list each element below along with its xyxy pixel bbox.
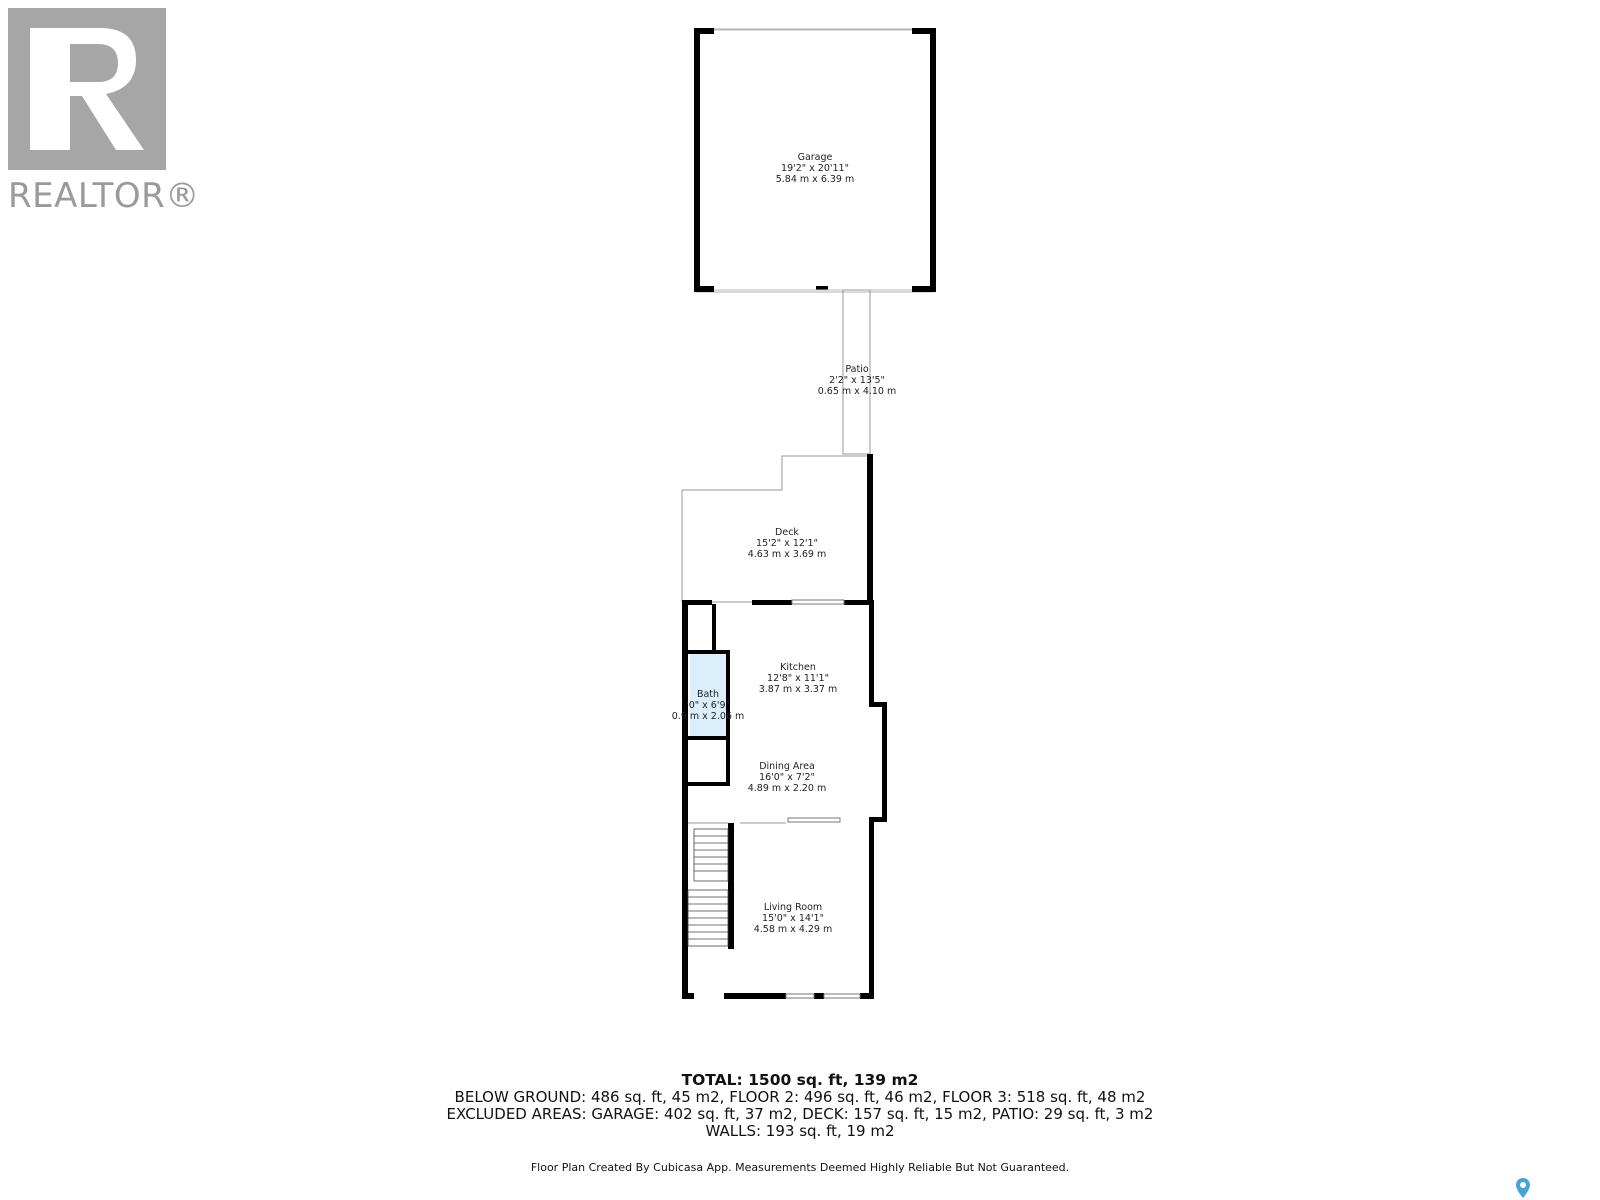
bath-imperial: '0" x 6'9" — [686, 700, 730, 711]
disclaimer-text: Floor Plan Created By Cubicasa App. Measurements Deemed Highly Reliable But Not Guaranteed. — [530, 1161, 1070, 1174]
dining-name: Dining Area — [759, 761, 815, 772]
garage-label — [776, 152, 855, 185]
kitchen-imperial: 12'8" x 11'1" — [767, 673, 829, 684]
garage-imperial: 19'2" x 20'11" — [781, 163, 849, 174]
floor-areas: BELOW GROUND: 486 sq. ft, 45 m2, FLOOR 2: 496 sq. ft, 46 m2, FLOOR 3: 518 sq. ft, 48 m2 — [454, 1088, 1146, 1106]
area-summary — [0, 1072, 1600, 1140]
bath-name: Bath — [696, 689, 720, 700]
wall-area: WALLS: 193 sq. ft, 19 m2 — [705, 1122, 895, 1140]
garage-metric: 5.84 m x 6.39 m — [775, 174, 855, 185]
dining-metric: 4.89 m x 2.20 m — [747, 783, 827, 794]
deck-label — [748, 527, 827, 560]
total-area: TOTAL: 1500 sq. ft, 139 m2 — [681, 1071, 919, 1089]
patio-name: Patio — [845, 364, 869, 375]
deck-imperial: 15'2" x 12'1" — [756, 538, 818, 549]
deck-metric: 4.63 m x 3.69 m — [747, 549, 827, 560]
excluded-areas: EXCLUDED AREAS: GARAGE: 402 sq. ft, 37 m2, DECK: 157 sq. ft, 15 m2, PATIO: 29 sq. ft, 3 m2 — [446, 1105, 1154, 1123]
stairs — [688, 829, 728, 946]
dining-label — [748, 761, 827, 794]
bath-metric: 0.9 m x 2.06 m — [671, 711, 745, 722]
garage-name: Garage — [797, 152, 833, 163]
deck-name: Deck — [775, 527, 799, 538]
kitchen-metric: 3.87 m x 3.37 m — [758, 684, 838, 695]
living-name: Living Room — [763, 902, 823, 913]
location-pin-icon[interactable] — [1516, 1178, 1530, 1198]
kitchen-label — [759, 662, 838, 695]
living-imperial: 15'0" x 14'1" — [762, 913, 824, 924]
patio-imperial: 2'2" x 13'5" — [829, 375, 885, 386]
patio-metric: 0.65 m x 4.10 m — [817, 386, 897, 397]
realtor-wordmark: REALTOR® — [8, 176, 200, 216]
patio-label — [818, 364, 897, 397]
dining-imperial: 16'0" x 7'2" — [759, 772, 815, 783]
living-label — [754, 902, 833, 935]
living-metric: 4.58 m x 4.29 m — [753, 924, 833, 935]
kitchen-name: Kitchen — [780, 662, 816, 673]
